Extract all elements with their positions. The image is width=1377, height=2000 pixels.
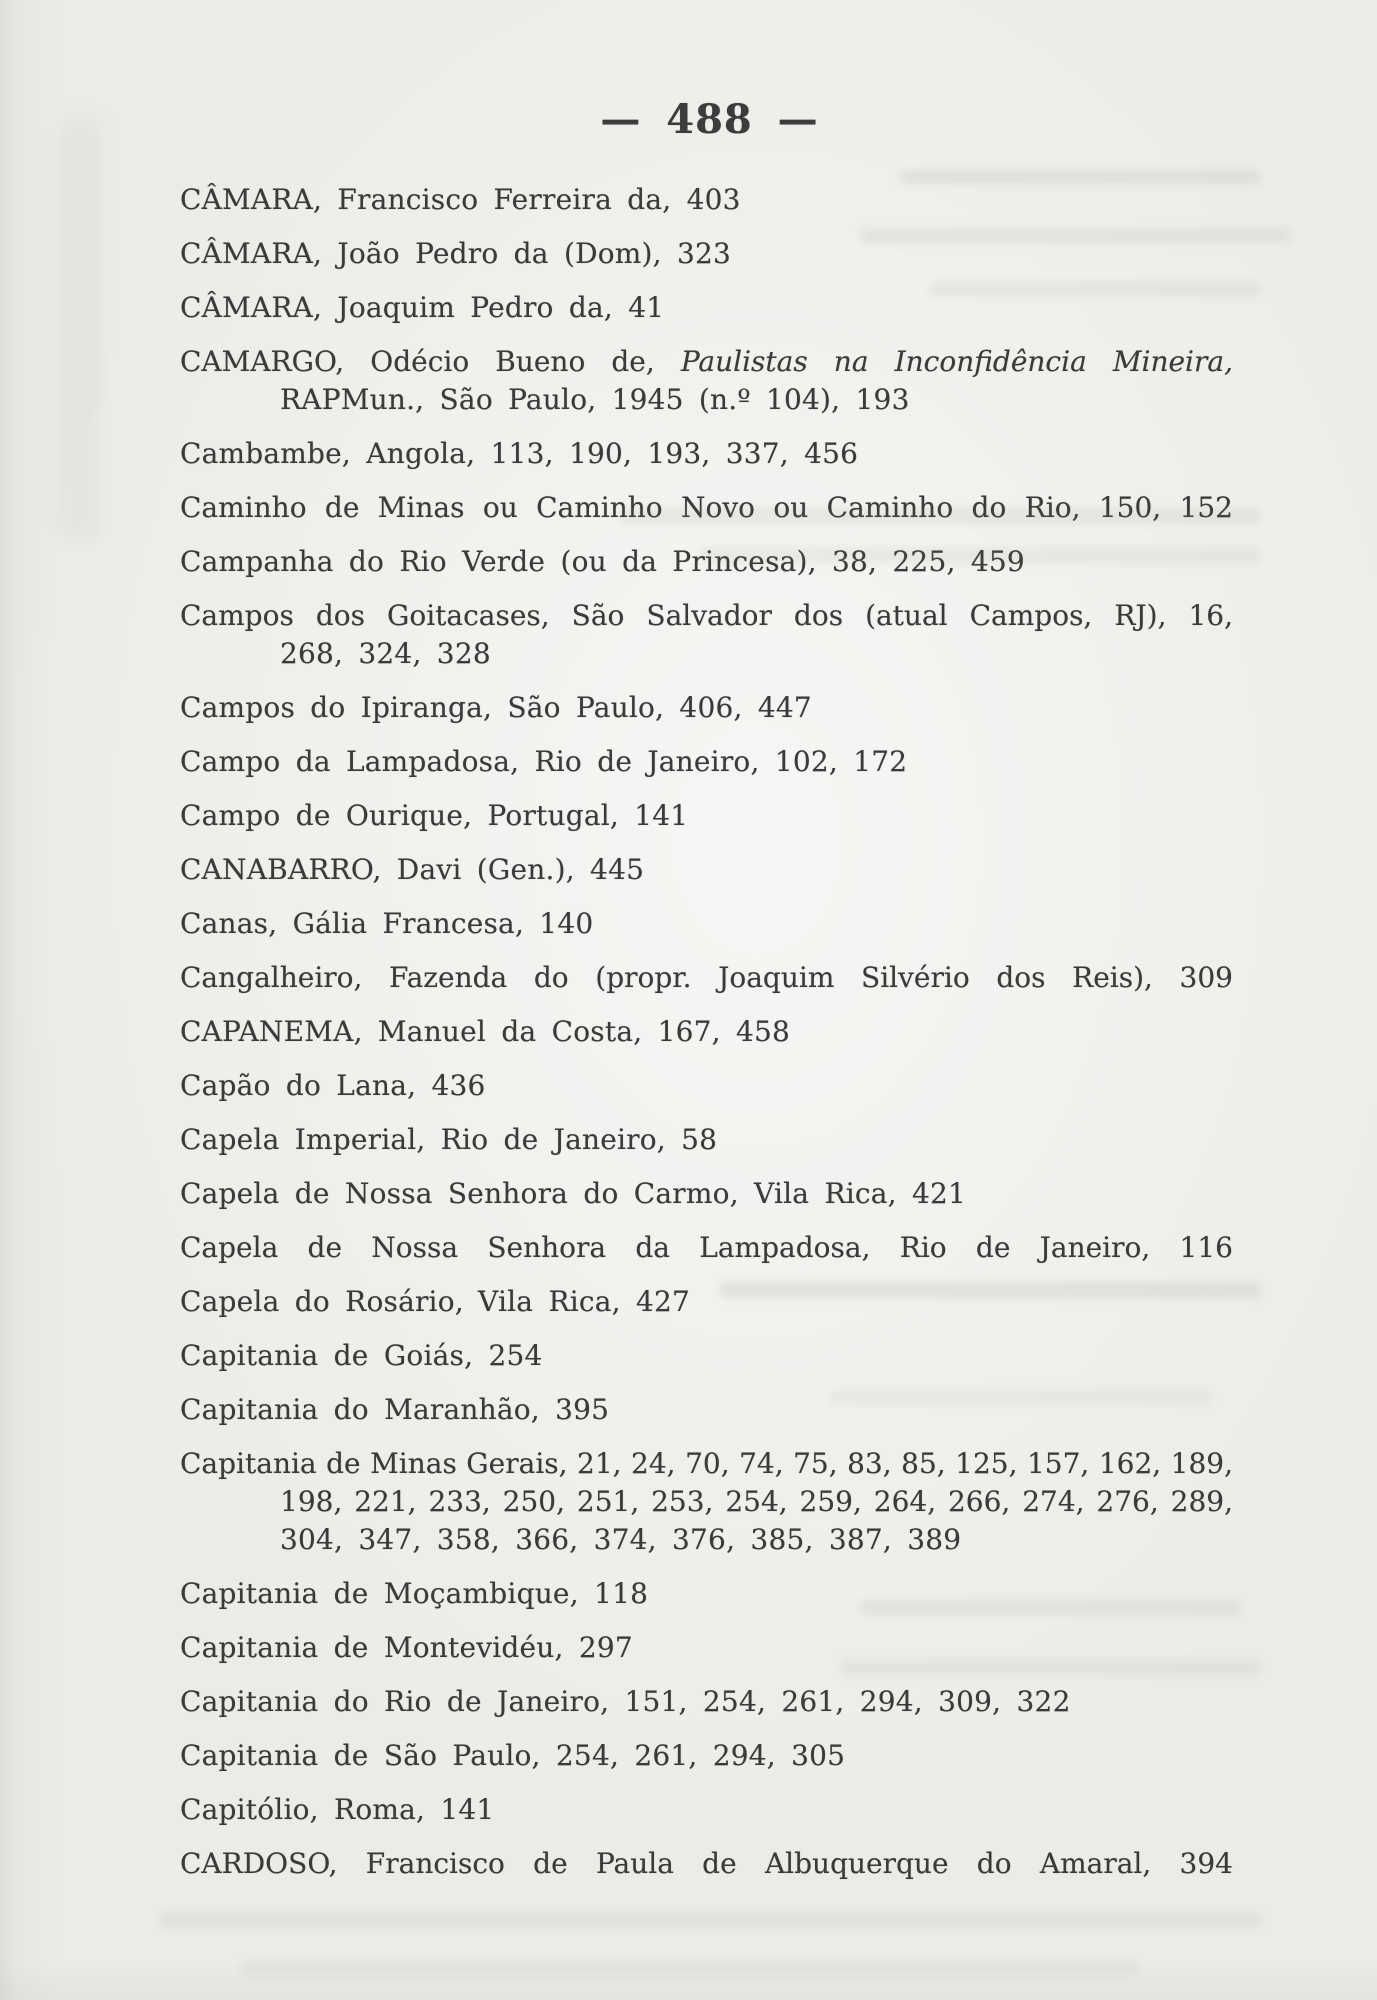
- index-entry-text: 198, 221, 233, 250, 251, 253, 254, 259, 264, 266, 274, 276, 289,: [280, 1485, 1233, 1518]
- index-entry-text: CAPANEMA, Manuel da Costa, 167, 458: [180, 1015, 791, 1048]
- index-entry-line: [180, 1847, 1233, 1880]
- index-entry-text: CÂMARA, Joaquim Pedro da, 41: [180, 291, 665, 324]
- index-entry-line: [180, 853, 1233, 886]
- index-entry-line: [180, 383, 1233, 416]
- index-entry-text: RAPMun., São Paulo, 1945 (n.º 104), 193: [280, 383, 910, 416]
- index-entry-line: [180, 437, 1233, 470]
- index-entry-text: Capitania do Maranhão, 395: [180, 1393, 610, 1426]
- page-number-header: — 488 —: [600, 96, 819, 143]
- bleed-through-artifact: [240, 1962, 1140, 1976]
- index-entry-line: [180, 1069, 1233, 1102]
- index-entry-text: Capitania de Goiás, 254: [180, 1339, 543, 1372]
- index-entry-text: Campo da Lampadosa, Rio de Janeiro, 102, 172: [180, 745, 908, 778]
- index-entry-line: [180, 345, 1233, 378]
- index-entry-line: [180, 1485, 1233, 1518]
- index-entry-line: [180, 1631, 1233, 1664]
- index-entry-text: Cangalheiro, Fazenda do (propr. Joaquim Silvério dos Reis), 309: [180, 961, 1233, 994]
- index-entry-line: [180, 691, 1233, 724]
- bleed-through-artifact: [900, 170, 1260, 184]
- index-entry-text: Capitania de São Paulo, 254, 261, 294, 305: [180, 1739, 846, 1772]
- index-entry-text: CANABARRO, Davi (Gen.), 445: [180, 853, 645, 886]
- index-entry-text: CÂMARA, Francisco Ferreira da, 403: [180, 183, 741, 216]
- index-entry-line: [180, 291, 1233, 324]
- index-entry-line: [180, 1123, 1233, 1156]
- index-entry-text: Capitania de Moçambique, 118: [180, 1577, 649, 1610]
- index-entry-text: CAMARGO, Odécio Bueno de,: [180, 345, 681, 378]
- index-entry-line: [180, 637, 1233, 670]
- index-entry-line: [180, 745, 1233, 778]
- index-entry-line: [180, 1285, 1233, 1318]
- index-entry-line: [180, 1339, 1233, 1372]
- bleed-through-artifact: [160, 1912, 1260, 1928]
- index-entry-title-italic: Paulistas na Inconfidência Mineira,: [680, 345, 1233, 378]
- index-entry-line: [180, 799, 1233, 832]
- index-entry-text: Campos do Ipiranga, São Paulo, 406, 447: [180, 691, 812, 724]
- index-entry-text: Cambambe, Angola, 113, 190, 193, 337, 456: [180, 437, 859, 470]
- index-entry-line: [180, 1015, 1233, 1048]
- index-entry-line: [180, 545, 1233, 578]
- index-entry-text: Capela de Nossa Senhora do Carmo, Vila Rica, 421: [180, 1177, 967, 1210]
- index-entry-line: [180, 907, 1233, 940]
- index-entry-line: [180, 1447, 1233, 1480]
- index-entry-text: Campo de Ourique, Portugal, 141: [180, 799, 689, 832]
- index-entry-line: [180, 1231, 1233, 1264]
- index-entry-line: [180, 183, 1233, 216]
- bleed-through-artifact: [60, 120, 100, 540]
- index-entry-text: CÂMARA, João Pedro da (Dom), 323: [180, 237, 732, 270]
- index-entry-text: Capitania do Rio de Janeiro, 151, 254, 261, 294, 309, 322: [180, 1685, 1071, 1718]
- index-entry-line: [180, 961, 1233, 994]
- index-entry-text: Capela de Nossa Senhora da Lampadosa, Rio de Janeiro, 116: [180, 1231, 1233, 1264]
- index-entry-text: 304, 347, 358, 366, 374, 376, 385, 387, 389: [280, 1523, 962, 1556]
- index-entry-line: [180, 1393, 1233, 1426]
- index-entry-text: Capela Imperial, Rio de Janeiro, 58: [180, 1123, 718, 1156]
- index-entry-line: [180, 1793, 1233, 1826]
- index-entry-line: [180, 1523, 1233, 1556]
- index-entry-line: [180, 1739, 1233, 1772]
- index-entry-line: [180, 1577, 1233, 1610]
- index-entry-text: 268, 324, 328: [280, 637, 491, 670]
- index-entry-text: Capitania de Montevidéu, 297: [180, 1631, 633, 1664]
- index-entry-line: [180, 599, 1233, 632]
- index-entry-text: Canas, Gália Francesa, 140: [180, 907, 594, 940]
- index-entry-line: [180, 1177, 1233, 1210]
- index-entry-text: Campos dos Goitacases, São Salvador dos (atual Campos, RJ), 16,: [180, 599, 1233, 632]
- index-entry-text: Capitania de Minas Gerais, 21, 24, 70, 74, 75, 83, 85, 125, 157, 162, 189,: [180, 1447, 1233, 1480]
- index-entry-text: Capela do Rosário, Vila Rica, 427: [180, 1285, 691, 1318]
- index-entry-text: Capitólio, Roma, 141: [180, 1793, 495, 1826]
- index-entry-line: [180, 237, 1233, 270]
- index-entry-text: Capão do Lana, 436: [180, 1069, 486, 1102]
- index-entries: [180, 183, 1233, 1880]
- index-entry-line: [180, 491, 1233, 524]
- index-entry-text: CARDOSO, Francisco de Paula de Albuquerque do Amaral, 394: [180, 1847, 1233, 1880]
- index-entry-text: Campanha do Rio Verde (ou da Princesa), 38, 225, 459: [180, 545, 1025, 578]
- index-entry-text: Caminho de Minas ou Caminho Novo ou Caminho do Rio, 150, 152: [180, 491, 1233, 524]
- index-entry-line: [180, 1685, 1233, 1718]
